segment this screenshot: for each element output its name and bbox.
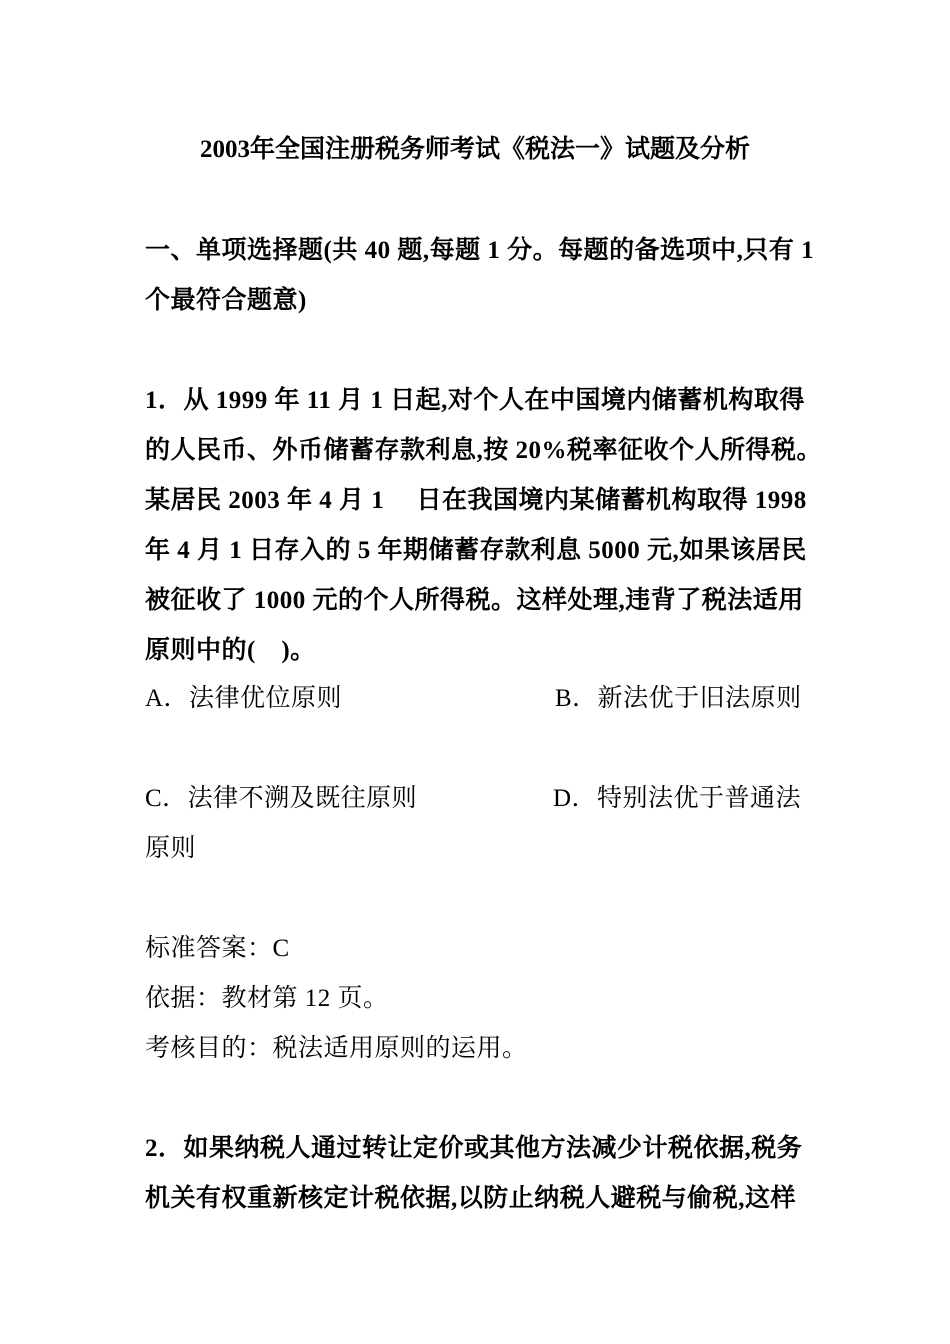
option-a: A．法律优位原则 bbox=[145, 685, 343, 712]
document-title: 2003年全国注册税务师考试《税法一》试题及分析 bbox=[199, 136, 750, 163]
question-1-line: 1．从 1999 年 11 月 1 日起,对个人在中国境内储蓄机构取得 bbox=[145, 387, 805, 414]
option-c: C．法律不溯及既往原则 bbox=[145, 785, 418, 812]
option-b: B．新法优于旧法原则 bbox=[555, 685, 802, 712]
question-2-line: 2．如果纳税人通过转让定价或其他方法减少计税依据,税务 bbox=[145, 1135, 803, 1162]
option-d-cont: 原则 bbox=[145, 835, 197, 862]
standard-answer: 标准答案：C bbox=[145, 935, 290, 962]
question-1-line: 年 4 月 1 日存入的 5 年期储蓄存款利息 5000 元,如果该居民 bbox=[145, 537, 807, 564]
question-1-line: 某居民 2003 年 4 月 1 日在我国境内某储蓄机构取得 1998 bbox=[145, 487, 807, 514]
answer-basis: 依据：教材第 12 页。 bbox=[145, 985, 389, 1012]
question-2-line: 机关有权重新核定计税依据,以防止纳税人避税与偷税,这样 bbox=[145, 1185, 797, 1212]
section-heading-cont: 个最符合题意) bbox=[145, 287, 307, 314]
question-1-line: 的人民币、外币储蓄存款利息,按 20%税率征收个人所得税。 bbox=[145, 437, 823, 464]
option-d: D．特别法优于普通法 bbox=[553, 785, 802, 812]
question-1-line: 原则中的( )。 bbox=[145, 637, 316, 664]
assessment-purpose: 考核目的：税法适用原则的运用。 bbox=[145, 1035, 528, 1062]
section-heading: 一、单项选择题(共 40 题,每题 1 分。每题的备选项中,只有 1 bbox=[145, 237, 815, 264]
question-1-line: 被征收了 1000 元的个人所得税。这样处理,违背了税法适用 bbox=[145, 587, 804, 614]
